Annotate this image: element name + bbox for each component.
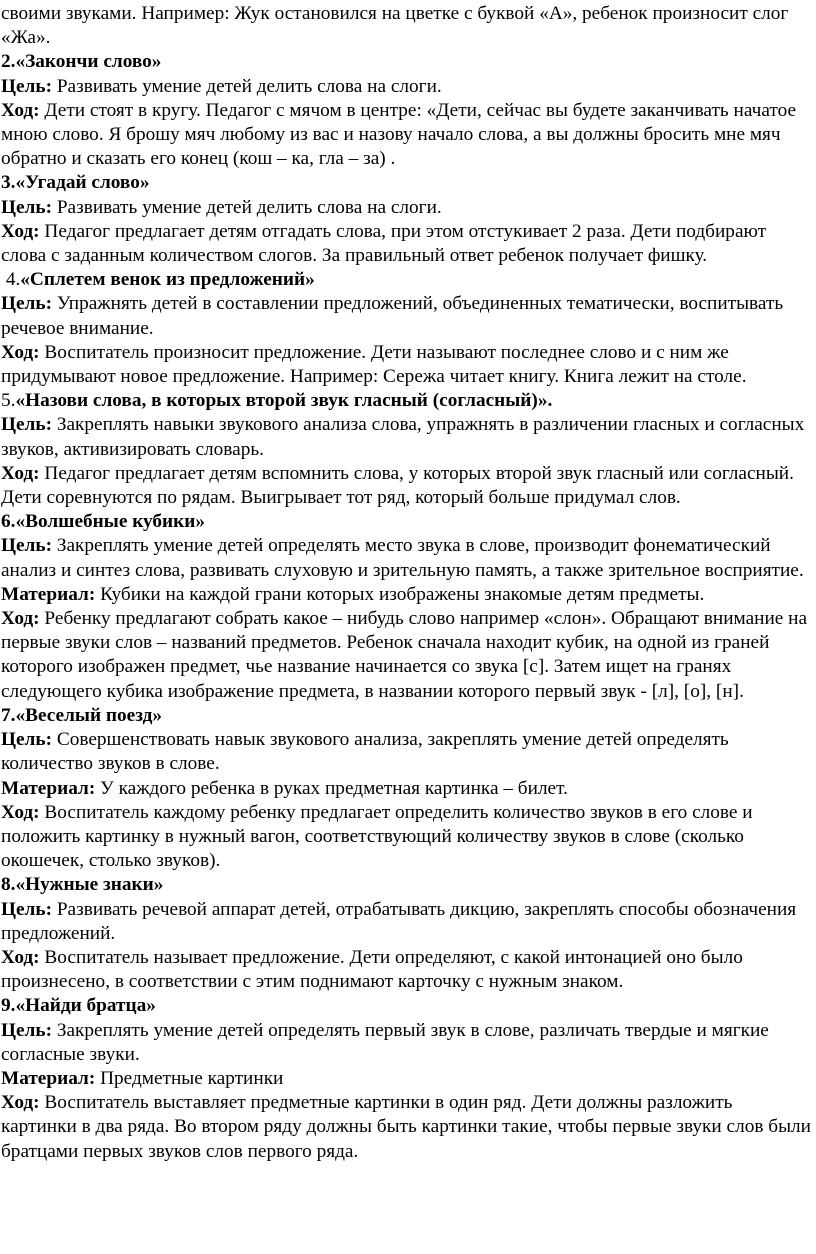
course-label: Ход: [1,99,40,121]
game-2-title [1,50,812,74]
game-3-course [1,220,812,268]
game-7-goal [1,728,812,776]
goal-label: Цель: [1,729,52,751]
goal-label: Цель: [1,75,52,97]
game-number: 9. [1,995,16,1017]
course-label: Ход: [1,608,40,630]
game-7-title [1,704,812,728]
course-text: Воспитатель называет предложение. Дети определяют, с какой интонацией оно было произнесено, в соответствии с этим поднимают карточку с нужным знаком. [1,946,743,993]
game-number: 2. [1,51,16,73]
game-3-title [1,171,812,195]
game-title-text: «Закончи слово» [15,51,162,73]
game-6-material [1,583,812,607]
game-number: 4. [1,269,21,291]
course-label: Ход: [1,801,40,823]
game-title-text: «Найди братца» [15,995,156,1017]
game-8-goal [1,898,812,946]
intro-paragraph: своими звуками. Например: Жук остановился на цветке с буквой «А», ребенок произносит слог «Жа». [1,3,789,49]
game-title-text: «Нужные знаки» [15,874,164,896]
game-title-text: «Угадай слово» [15,172,150,194]
goal-text: Развивать умение детей делить слова на слоги. [56,196,442,218]
game-8-title [1,873,812,897]
game-number: 3. [1,172,16,194]
material-label: Материал: [1,1067,96,1089]
course-label: Ход: [1,1092,40,1114]
game-title-text: «Волшебные кубики» [15,511,206,533]
goal-text: Закреплять навыки звукового анализа слова, упражнять в различении гласных и согласных звуков, активизировать словарь. [1,414,805,460]
goal-text: Развивать речевой аппарат детей, отрабатывать дикцию, закреплять способы обозначения предложений. [1,898,797,944]
goal-label: Цель: [1,1019,52,1041]
goal-label: Цель: [1,196,52,218]
course-text: Педагог предлагает детям вспомнить слова, у которых второй звук гласный или согласный. Дети соревнуются по рядам. Выигрывает тот ряд, который больше придумал слов. [1,462,794,509]
course-text: Воспитатель каждому ребенку предлагает определить количество звуков в его слове и положить картинку в нужный вагон, соответствующий количеству звуков в слове (сколько окошечек, столько звуков). [1,801,753,872]
goal-label: Цель: [1,898,52,920]
game-4-goal [1,292,812,340]
course-label: Ход: [1,462,40,484]
game-9-title [1,994,812,1018]
game-number: 6. [1,511,16,533]
game-title-text: «Веселый поезд» [15,704,163,726]
game-2-course [1,99,812,172]
game-7-course [1,801,812,874]
goal-text: Упражнять детей в составлении предложений, объединенных тематически, воспитывать речевое внимание. [1,293,784,339]
game-5-goal [1,413,812,461]
material-text: Кубики на каждой грани которых изображены знакомые детям предметы. [100,583,705,605]
game-5-title [1,389,812,413]
course-text: Педагог предлагает детям отгадать слова, при этом отстукивает 2 раза. Дети подбирают слова с заданным количеством слогов. За правильный ответ ребенок получает фишку. [1,220,767,267]
material-text: Предметные картинки [100,1067,284,1089]
course-text: Ребенку предлагают собрать какое – нибудь слово например «слон». Обращают внимание на первые звуки слов – названий предметов. Ребенок сначала находит кубик, на одной из граней которого изображен предмет, чье название начинается со звука [с]. Затем ищет на гранях следующего кубика изображение предмета, в названии которого первый звук - [л], [о], [н]. [1,608,808,702]
goal-text: Совершенствовать навык звукового анализа, закреплять умение детей определять количество звуков в слове. [1,729,729,775]
goal-text: Развивать умение детей делить слова на слоги. [56,75,442,97]
game-number: 7. [1,704,16,726]
game-6-course [1,607,812,704]
course-text: Воспитатель выставляет предметные картинки в один ряд. Дети должны разложить картинки в два ряда. Во втором ряду должны быть картинки такие, чтобы первые звуки слов были братцами первых звуков слов первого ряда. [1,1092,811,1162]
course-label: Ход: [1,341,40,363]
goal-text: Закреплять умение детей определять первый звук в слове, различать твердые и мягкие согласные звуки. [1,1019,769,1065]
game-7-material [1,777,812,801]
game-4-title [1,268,812,292]
goal-label: Цель: [1,293,52,315]
game-3-goal [1,196,812,220]
material-label: Материал: [1,583,96,605]
material-text: У каждого ребенка в руках предметная картинка – билет. [100,777,568,799]
game-8-course [1,946,812,994]
game-6-title [1,510,812,534]
material-label: Материал: [1,777,96,799]
game-5-course [1,462,812,510]
game-4-course [1,341,812,389]
goal-label: Цель: [1,414,52,436]
game-title-text: «Назови слова, в которых второй звук гласный (согласный)». [15,390,553,412]
game-title-text: «Сплетем венок из предложений» [20,269,315,291]
course-label: Ход: [1,220,40,242]
course-label: Ход: [1,946,40,968]
game-2-goal [1,75,812,99]
game-number: 8. [1,874,16,896]
course-text: Дети стоят в кругу. Педагог с мячом в центре: «Дети, сейчас вы будете заканчивать начатое мною слово. Я брошу мяч любому из вас и назову начало слова, а вы должны бросить мне мяч обратно и сказать его конец (кош – ка, гла – за) . [1,99,797,170]
goal-text: Закреплять умение детей определять место звука в слове, производит фонематический анализ и синтез слова, развивать слуховую и зрительную память, а также зрительное восприятие. [1,535,804,581]
game-number: 5. [1,390,16,412]
game-9-course [1,1091,812,1164]
game-6-goal [1,534,812,582]
course-text: Воспитатель произносит предложение. Дети называют последнее слово и с ним же придумывают новое предложение. Например: Сережа читает книгу. Книга лежит на столе. [1,341,747,388]
goal-label: Цель: [1,535,52,557]
game-9-material [1,1067,812,1091]
game-9-goal [1,1019,812,1067]
